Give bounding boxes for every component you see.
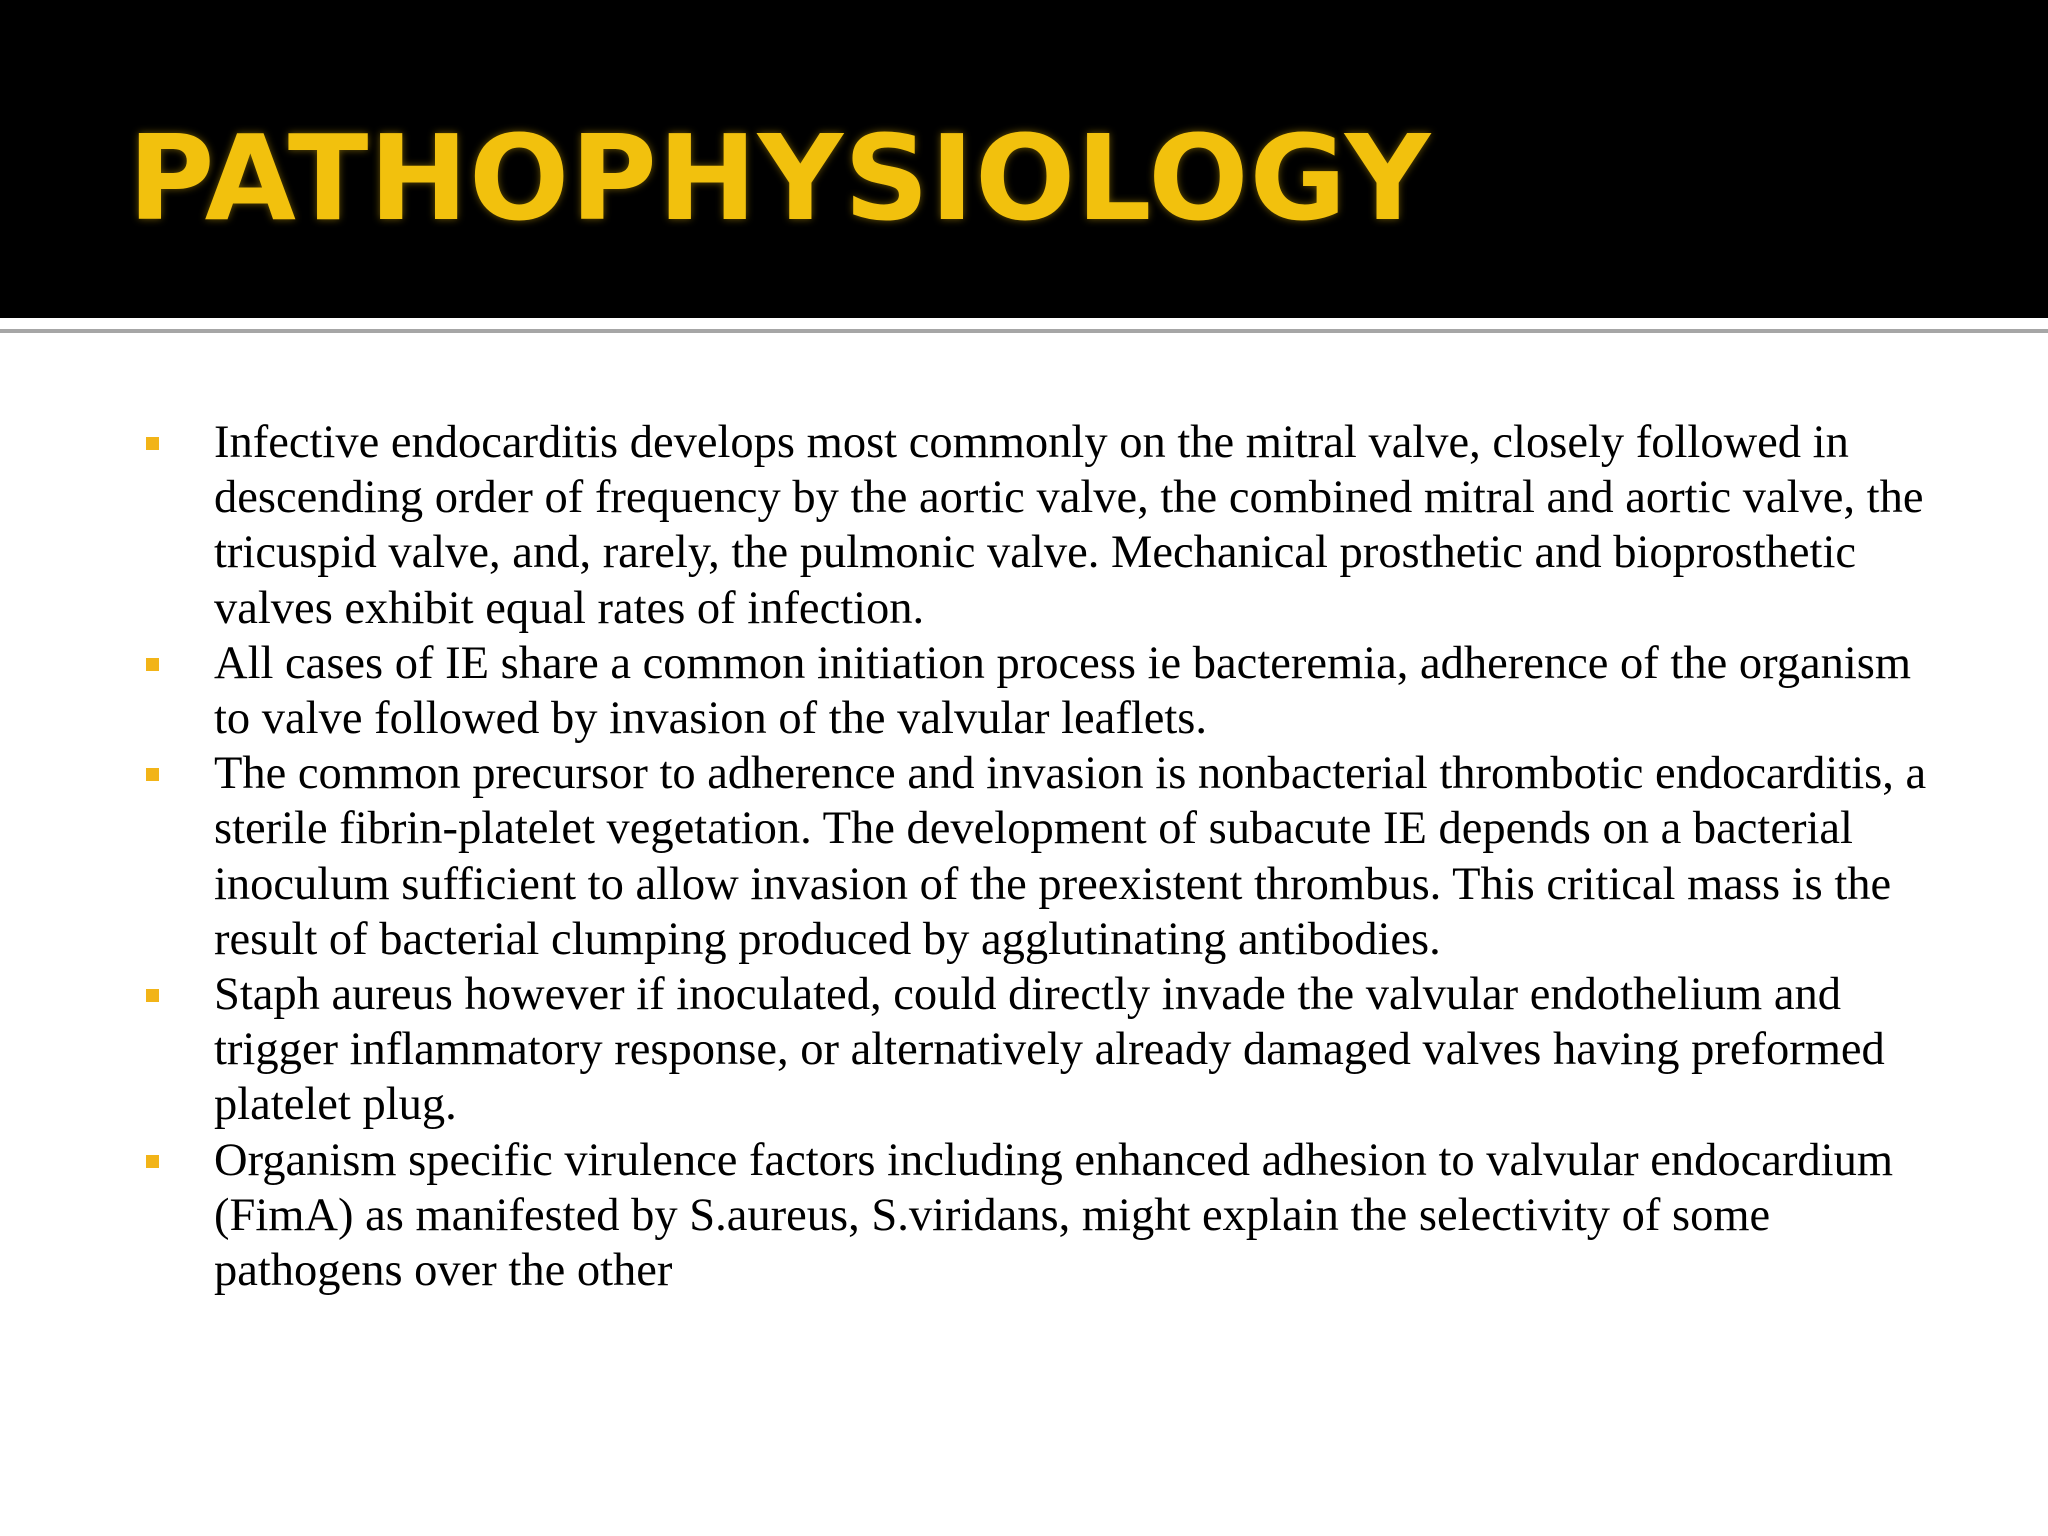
- title-band: [0, 0, 2048, 318]
- bullet-item-valve-frequency: [140, 415, 1930, 636]
- square-bullet-icon: [146, 658, 159, 671]
- bullet-item-staph-aureus: [140, 967, 1930, 1133]
- bullet-text: The common precursor to adherence and invasion is nonbacterial thrombotic endocarditis, a sterile fibrin-platelet vegetation. The development of subacute IE depends on a bacterial inoculum sufficient to allow invasion of the preexistent thrombus. This critical mass is the result of bacterial clumping produced by agglutinating antibodies.: [214, 748, 1927, 965]
- square-bullet-icon: [146, 1155, 159, 1168]
- bullet-item-common-precursor: [140, 746, 1930, 967]
- square-bullet-icon: [146, 989, 159, 1002]
- header-divider-gray: [0, 329, 2048, 333]
- bullet-item-virulence-factors: [140, 1133, 1930, 1299]
- header-divider-white: [0, 318, 2048, 325]
- square-bullet-icon: [146, 437, 159, 450]
- bullet-item-initiation-process: [140, 636, 1930, 746]
- bullet-text: All cases of IE share a common initiation process ie bacteremia, adherence of the organism to valve followed by invasion of the valvular leaflets.: [214, 637, 1912, 745]
- slide-title: PATHOPHYSIOLOGY: [128, 109, 1432, 247]
- bullet-list: [140, 415, 1930, 1298]
- bullet-text: Staph aureus however if inoculated, could directly invade the valvular endothelium and trigger inflammatory response, or alternatively already damaged valves having preformed platelet plug.: [214, 969, 1885, 1131]
- bullet-text: Infective endocarditis develops most commonly on the mitral valve, closely followed in descending order of frequency by the aortic valve, the combined mitral and aortic valve, the tricuspid valve, and, rarely, the pulmonic valve. Mechanical prosthetic and bioprosthetic valves exhibit equal rates of infection.: [214, 417, 1924, 634]
- square-bullet-icon: [146, 768, 159, 781]
- bullet-text: Organism specific virulence factors including enhanced adhesion to valvular endocardium (FimA) as manifested by S.aureus, S.viridans, might explain the selectivity of some pathogens over the other: [214, 1134, 1894, 1297]
